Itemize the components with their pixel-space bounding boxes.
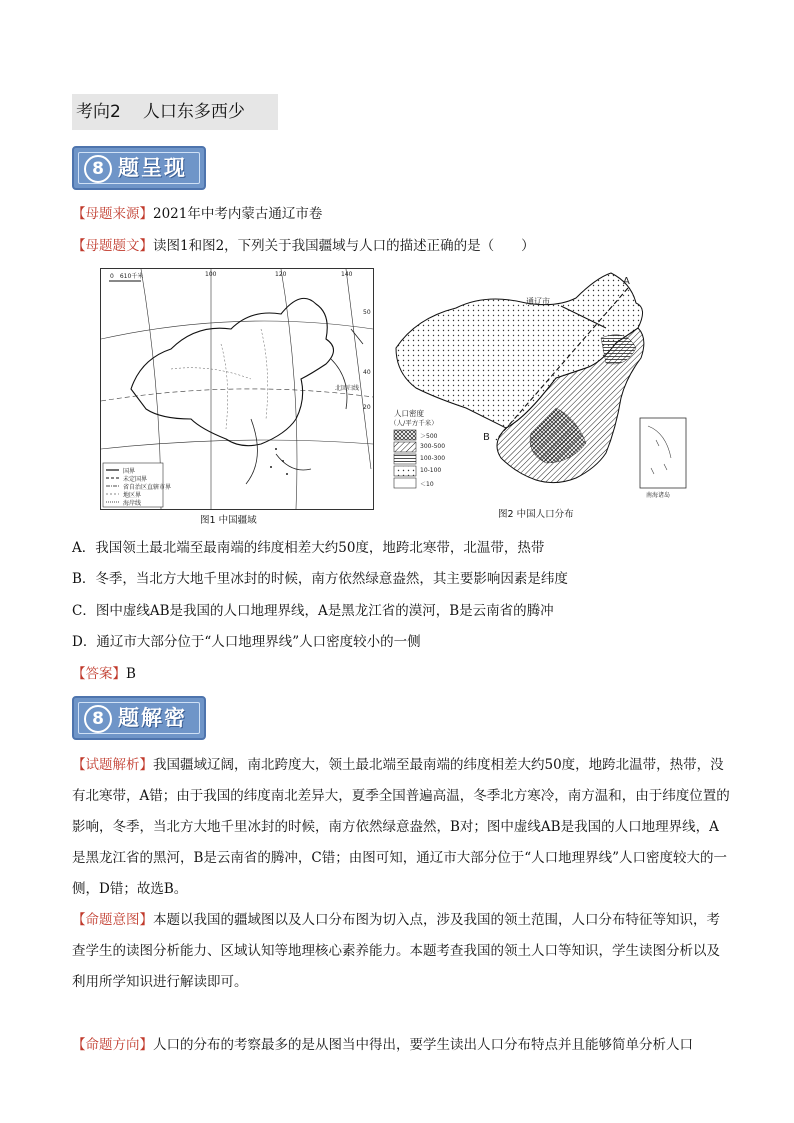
fig2-point-a: A	[623, 276, 630, 287]
option-c: C．图中虚线AB是我国的人口地理界线，A是黑龙江省的漠河，B是云南省的腾冲	[72, 603, 554, 619]
fig2-legend-4: ＜10	[420, 481, 434, 488]
fig2-inset-label: 南海诸岛	[646, 492, 671, 499]
intent-paragraph	[72, 905, 732, 998]
badge-present-label: 题呈现	[118, 156, 187, 180]
fig2-legend-unit: （人/平方千米）	[390, 419, 438, 427]
fig1-lon-100: 100	[205, 271, 217, 278]
fig1-lat-40: 40	[363, 369, 371, 376]
intent-text: 本题以我国的疆域图以及人口分布图为切入点，涉及我国的领土范围，人口分布特征等知识，考查学生的读图分析能力、区域认知等地理核心素养能力。本题考查我国的领土人口等知识，学生读图分析以及利用所学知识进行解读即可。	[72, 912, 720, 990]
badge-decode-label: 题解密	[118, 706, 187, 730]
source-text: 2021年中考内蒙古通辽市卷	[153, 206, 323, 222]
section-heading: 人口东多西少	[142, 102, 245, 122]
china-territory-map-image	[101, 269, 373, 509]
fig1-legend-1: 未定国界	[123, 476, 148, 483]
figure2-caption: 图2 中国人口分布	[498, 509, 574, 520]
badge-eight-icon: 8	[84, 155, 112, 183]
analysis-text: 我国疆域辽阔，南北跨度大，领土最北端至最南端的纬度相差大约50度，地跨北温带，热带，没有北寒带，A错；由于我国的纬度南北差异大，夏季全国普遍高温，冬季北方寒冷，南方温和，由于纬度位置的影响，冬季，当北方大地千里冰封的时候，南方依然绿意盎然，B对；图中虚线AB是我国的人口地理界线，A是黑龙江省的黑河，B是云南省的腾冲，C错；由图可知，通辽市大部分位于“人口地理界线”人口密度较大的一侧，D错；故选B。	[72, 757, 730, 897]
question-decode-badge	[72, 696, 206, 740]
fig1-lon-120: 120	[275, 271, 287, 278]
figures-area	[100, 268, 700, 526]
direction-text: 人口的分布的考察最多的是从图当中得出，要学生读出人口分布特点并且能够简单分析人口	[153, 1037, 693, 1053]
fig2-point-b: B	[483, 432, 490, 443]
fig1-tropic-label: 北回归线	[335, 385, 360, 392]
analysis-paragraph	[72, 750, 732, 897]
option-a: A．我国领土最北端至最南端的纬度相差大约50度，地跨北寒带，北温带，热带	[72, 540, 545, 556]
fig2-city-label: 通辽市	[526, 297, 550, 306]
answer-value: B	[126, 666, 136, 682]
stem-text: 读图1和图2，下列关于我国疆域与人口的描述正确的是（ ）	[153, 238, 535, 254]
answer-tag: 【答案】	[72, 666, 126, 682]
option-d: D．通辽市大部分位于“人口地理界线”人口密度较小的一侧	[72, 634, 421, 650]
option-b: B．冬季，当北方大地千里冰封的时候，南方依然绿意盎然，其主要影响因素是纬度	[72, 571, 568, 587]
fig2-legend-1: 300-500	[420, 443, 446, 450]
fig1-legend-4: 海岸线	[123, 500, 142, 507]
question-present-badge	[72, 146, 206, 190]
fig1-legend-2: 省自治区直辖市界	[123, 484, 172, 491]
fig2-legend-0: ＞500	[420, 433, 438, 440]
direction-paragraph	[72, 1030, 732, 1061]
intent-tag: 【命题意图】	[72, 912, 153, 928]
stem-tag: 【母题题文】	[72, 238, 153, 254]
figure1-map	[100, 268, 374, 510]
answer-line	[72, 664, 136, 684]
source-tag: 【母题来源】	[72, 206, 153, 222]
fig2-legend-title: 人口密度	[394, 409, 424, 418]
fig1-scale: 0 610千米	[110, 273, 144, 280]
badge-eight-icon: 8	[84, 705, 112, 733]
analysis-tag: 【试题解析】	[72, 757, 153, 773]
fig1-legend-3: 地区界	[123, 492, 142, 499]
figure1-caption: 图1 中国疆域	[200, 515, 257, 526]
fig1-legend-0: 国界	[123, 468, 136, 475]
fig1-lon-140: 140	[341, 271, 353, 278]
question-stem	[72, 236, 535, 256]
direction-tag: 【命题方向】	[72, 1037, 153, 1053]
fig1-lat-20: 20	[363, 404, 371, 411]
section-title	[72, 94, 278, 130]
fig1-lat-50: 50	[363, 309, 371, 316]
figure2-map	[386, 268, 694, 508]
fig2-legend-2: 100-300	[420, 455, 446, 462]
section-number: 考向2	[76, 102, 121, 122]
question-source	[72, 204, 322, 224]
fig2-legend-3: 10-100	[420, 467, 442, 474]
